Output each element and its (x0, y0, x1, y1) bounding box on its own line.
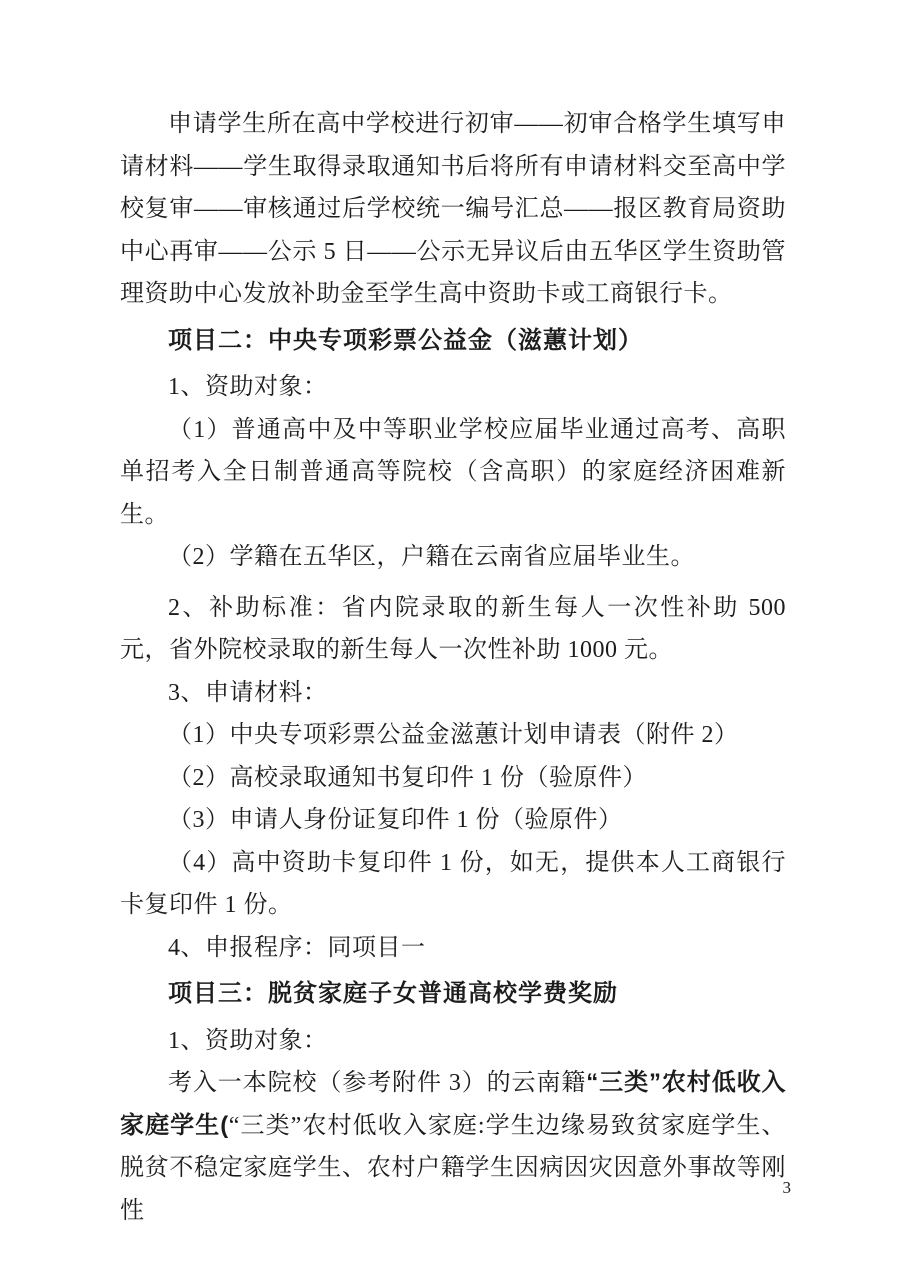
heading-project-two-text: 项目二：中央专项彩票公益金（滋蕙计划） (168, 326, 643, 354)
heading-project-three-text: 项目三：脱贫家庭子女普通高校学费奖励 (168, 980, 618, 1007)
para-application-process-text: 申请学生所在高中学校进行初审——初审合格学生填写申请材料——学生取得录取通知书后将所有申请材料交至高中学校复审——审核通过后学校统一编号汇总——报区教育局资助中心再审——公示 5 日——公示无异议后由五华区学生资助管理资助中心发放补助金至学生高中资助卡或工商银行卡。 (120, 111, 786, 307)
para-p3-funding-target-label-text: 1、资助对象： (168, 1027, 328, 1054)
para-p2-procedure (120, 927, 786, 970)
para-p2-material-item-3-text: （3）申请人身份证复印件 1 份（验原件） (168, 807, 623, 833)
para-p3-funding-target-label (120, 1020, 786, 1063)
para-p2-subsidy-standard-text: 2、补助标准：省内院录取的新生每人一次性补助 500 元，省外院校录取的新生每人一次性补助 1000 元。 (120, 594, 786, 663)
para-p2-target-item-2 (120, 536, 786, 579)
para-p2-target-item-2-text: （2）学籍在五华区，户籍在云南省应届毕业生。 (168, 544, 695, 570)
para-p2-material-item-4-text: （4）高中资助卡复印件 1 份，如无，提供本人工商银行卡复印件 1 份。 (120, 849, 786, 918)
para-p2-material-item-2-text: （2）高校录取通知书复印件 1 份（验原件） (168, 764, 647, 791)
para-p2-target-item-1-text: （1）普通高中及中等职业学校应届毕业通过高考、高职单招考入全日制普通高等院校（含高职）的家庭经济困难新生。 (120, 416, 786, 528)
para-p2-target-item-1 (120, 409, 786, 537)
para-p2-subsidy-standard (120, 587, 786, 672)
para-p2-material-item-1 (120, 714, 786, 757)
para-p3-target-description-run-1: 考入一本院校（参考附件 3）的云南籍 (168, 1070, 587, 1096)
document-content (120, 103, 786, 1232)
heading-project-two (120, 320, 786, 363)
page-number: 3 (782, 1178, 791, 1197)
para-p2-funding-target-label-text: 1、资助对象： (168, 374, 328, 400)
para-p2-material-item-1-text: （1）中央专项彩票公益金滋蕙计划申请表（附件 2） (168, 722, 739, 748)
para-p2-materials-label-text: 3、申请材料： (168, 679, 328, 706)
para-p2-funding-target-label (120, 366, 786, 409)
para-p3-target-description-run-2-bold: “三类”农村低收入家庭学生( (120, 1069, 787, 1139)
para-p3-target-description-run-3: “三类”农村低收入家庭:学生边缘易致贫家庭学生、脱贫不稳定家庭学生、农村户籍学生因病因灾因意外事故等刚性 (120, 1112, 786, 1224)
para-p2-material-item-4 (120, 842, 786, 927)
para-p3-target-description (120, 1062, 786, 1232)
para-p2-material-item-2 (120, 757, 786, 800)
heading-project-three (120, 973, 786, 1016)
para-p2-procedure-text: 4、申报程序：同项目一 (168, 934, 426, 961)
para-p2-material-item-3 (120, 799, 786, 842)
para-p2-materials-label (120, 672, 786, 715)
para-application-process (120, 103, 786, 316)
